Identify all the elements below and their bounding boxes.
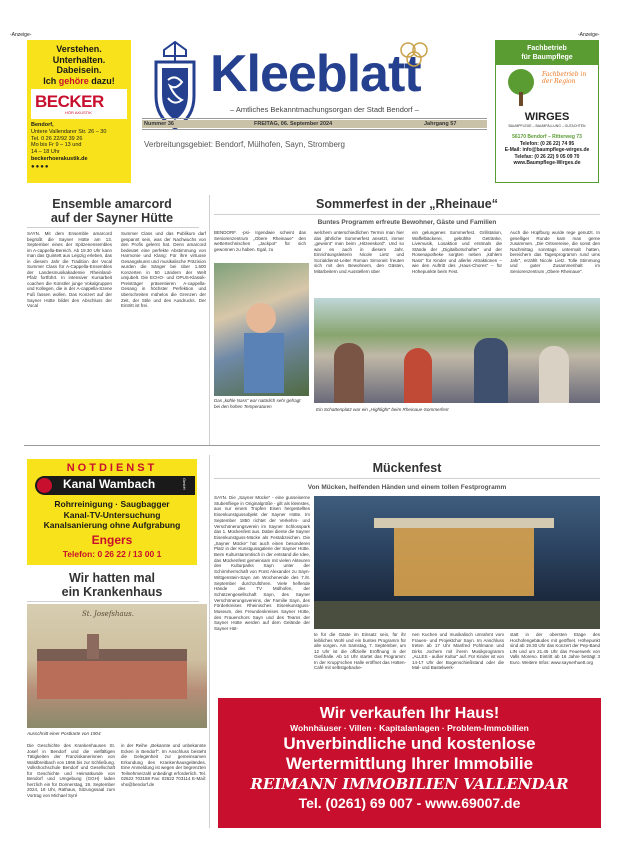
mueckenfest-subtitle: Von Mücken, helfenden Händen und einem tollen Festprogramm bbox=[307, 484, 507, 491]
kanal-wambach-banner: Kanal Wambach GmbH bbox=[35, 476, 195, 495]
mueckenfest-col-2: te für die Gäste im Einsatz sein, für ihr leibliches Wohl und ein buntes Programm für alle sorgen. Am Samstag, 7. September, um 12 Uhr ist die offizielle Eröffnung in der Gießhalle. Ab 14 Uhr startet das Programm: In der Krupp'schen Halle eröffnet das Hütten-Café mit selbstgebacke- bbox=[314, 632, 406, 671]
notdienst-city: Engers bbox=[91, 533, 133, 547]
wirges-address: 56170 Bendorf – Ritterweg 73 bbox=[512, 134, 582, 140]
reimann-contact[interactable]: Tel. (0261) 69 007 - www.69007.de bbox=[298, 795, 521, 811]
becker-slogan-1: Verstehen. bbox=[56, 44, 102, 54]
notdienst-ad[interactable] bbox=[27, 459, 197, 565]
sommerfest-col-1: BENDORF. -psi- Irgendwie scheint das Seniorenzentrum „Obere Rheinaue“ den wettertechnischen „Jackpot“ für sich gewonnen zu haben. Egal, zu bbox=[214, 230, 306, 252]
photo-shade-crowd bbox=[314, 298, 600, 403]
notdienst-service-1: Rohrreinigung · Saugbagger bbox=[54, 499, 170, 509]
reimann-line-3: Unverbindliche und kostenlose bbox=[283, 734, 536, 753]
krankenhaus-caption: Ausschnitt einer Postkarte von 1904 bbox=[27, 731, 101, 736]
sommerfest-title: Sommerfest in der „Rheinaue“ bbox=[316, 197, 498, 211]
sommerfest-caption-2: Ein Schattenplatz war ein „Highlight“ beim Rheinaue-Sommerfest bbox=[316, 407, 449, 412]
becker-tel: Tel. 0 26 22/92 39 26 bbox=[31, 135, 83, 142]
masthead-subtitle: – Amtliches Bekanntmachungsorgan der Stadt Bendorf – bbox=[230, 105, 419, 114]
masthead-title: Kleeblatt bbox=[210, 45, 421, 103]
sommerfest-caption-1: Das „kühle Nass“ war natürlich sehr gefragt bei den hohen Temperaturen bbox=[214, 398, 301, 409]
notdienst-heading: NOTDIENST bbox=[66, 462, 158, 474]
amarcord-col-1: SAYN. Mit dem Ensemble amarcord begrüßt die Sayner Hütte am 13. September eines der Spitzenensembles im A-cappella-Bereich. Ab 19.30 Uhr kann man das Quintett aus Leipzig erleben, das in diesem Jahr die Tradition der Vocal Summer Class für A-Cappella-Ensembles der Landesmusikakademie Rheinland-Pfalz fortführt. In intensiver Kursarbeit coachen die Künstler junge Vokalgruppen und Kollegen, die in der A-cappella-Szene Fuß fassen wollen. Das Konzert auf der Sayner Hütte bildet den Abschluss der Vocal bbox=[27, 231, 112, 309]
photo-sayner-huette bbox=[314, 496, 600, 629]
masthead bbox=[142, 40, 487, 138]
mueckenfest-col-4: statt in der obersten Etage des Hochofengebäudes mit geöffnet. Höhepunkt sind ab 19.30 Uhr das Konzert der Pep-Band LIN und um 21.45 Uhr das Feuerwerk von Valls Moreno. Eintritt ab 16 Jahre beträgt 3 Euro. Weitere Infos: www.saynerhuett.org bbox=[510, 632, 600, 665]
reimann-ad[interactable] bbox=[218, 698, 601, 828]
wirges-head-1: Fachbetrieb bbox=[527, 45, 567, 52]
sommerfest-col-3: ein gelungenes Sommerfest. Grillstation, Waffelbäckerei, gekühlte Getränke, Livemusik, Losaktion und erstmals die Stände der „Digitalbotschafter“ und der Rosenapotheke sorgten neben „kühlem Nass“ für Kinder und allerlei Attraktionen – wie den Auftritt des „Haus-Chores“ – für Höhepunkte beim Fest. bbox=[412, 230, 502, 274]
issue-bar: Nummer 36 FREITAG, 06. September 2024 Jahrgang 57 bbox=[142, 120, 487, 128]
becker-address-city: Bendorf, bbox=[31, 122, 54, 128]
reimann-line-4: Wertermittlung Ihrer Immobilie bbox=[285, 754, 534, 773]
postcard-image: St. Josefshaus. bbox=[27, 604, 207, 728]
distribution-area: Verbreitungsgebiet: Bendorf, Mülhofen, Sayn, Stromberg bbox=[144, 140, 346, 149]
krankenhaus-title: Wir hatten mal ein Krankenhaus bbox=[61, 571, 163, 599]
anzeige-label-left: -Anzeige- bbox=[10, 32, 32, 38]
mueckenfest-col-1: SAYN. Die „Sayner Mücke“ - eine gusseiserne Stubenfliege in Originalgröße - gilt als kleinstes, aus nur einem Tropfen Eisen hergestelltes Eisenkunstgussobjekt der Sayner Hütte. Im September 1850 richtet der Verkehrs- und Verschönerungsverein im Sayner Schlosspark das 1. Mückenfest aus. Dabei diente die Sayner Eisenkunstguss-Mücke als Festabzeichen. Die „Sayner Mücke“ hat auch einen besonderen Platz in der Kunstgussgalerie der Sayner Hütte. Beim Kulturstammtisch in der entstand die Idee, das Mückenfest gemeinsam mit vielen Akteuren des Kulturparks Sayn unter der Schirmherrschaft von Fürst Alexander zu Sayn-Wittgenstein-Sayn am Wochenende des 7./8. September durchzuführen. Viele helfende Hände des TV Mülhofen, der Schützengesellschaft Sayn, des Sayner Verschönerungsvereins, der Familie Sayn, des Förderkreises Rheinisches Eisenkunstguss-Museum, des Freundeskreises Sayner Hütte, des Frauenchors Sayn und des Teams der Sayner Hütte werden auf dem Gelände der Sayner Hüt- bbox=[214, 495, 310, 632]
clover-icon bbox=[396, 40, 432, 70]
notdienst-service-3: Kanalsanierung ohne Aufgrabung bbox=[43, 520, 181, 530]
wirges-tel: Telefon: (0 26 22) 74 95 bbox=[519, 140, 575, 147]
wirges-sub: BAUMPFLEGE – BAUMFÄLLUNG – GUTACHTEN bbox=[508, 124, 586, 128]
becker-hours-2: 14 – 18 Uhr bbox=[31, 149, 60, 156]
amarcord-col-2: Summer Class und das Publikum darf gespannt sein, was der Nachwuchs von den Profis gelernt hat. Denn amarcord bedeutet eine perfekte Abstimmung von Harmonie und Klang: Für ihre virtuose Gesangskunst und musikalische Präzision wurden die Sänger bei über 1.500 Konzerten in 50 Ländern der Welt umjubelt. Die ECHO- und OPUS-Klassik-Preisträger präsentieren A-cappella-Gesang in höchster Perfektion und überschreiten mühelos die Grenzen der Zeit, der Stile und des Ausdrucks. Der Eintritt ist frei. bbox=[121, 231, 206, 309]
anzeige-label-right: -Anzeige- bbox=[578, 32, 600, 38]
wirges-ad[interactable] bbox=[495, 40, 599, 183]
sommerfest-subtitle: Buntes Programm erfreute Bewohner, Gäste und Familien bbox=[317, 219, 497, 226]
notdienst-tel[interactable]: Telefon: 0 26 22 / 13 00 1 bbox=[62, 549, 162, 559]
sommerfest-col-4: Auch die Hüpfburg wurde rege genutzt. In geselliger Runde kam man gerne zusammen. „Die Ortsvereine, die sonst den Nachmittag sonntags untermalt hatten, bereichern das Tagesprogramm rund ums Jahr“, erzählt Nicole Lietz. Tolle Stimmung und guter Zusammenhalt im Seniorenzentrum „Obere Rheinaue“. bbox=[510, 230, 600, 274]
becker-ad[interactable] bbox=[27, 40, 131, 183]
becker-hours-1: Mo bis Fr 9 – 13 und bbox=[31, 142, 82, 149]
becker-slogan-2: Unterhalten. bbox=[52, 54, 106, 65]
wirges-name: WIRGES bbox=[524, 111, 570, 123]
reimann-line-2: Wohnhäuser · Villen · Kapitalanlagen · Problem-Immobilien bbox=[290, 723, 529, 733]
wirges-head-2: für Baumpflege bbox=[521, 54, 573, 61]
mueckenfest-title: Mückenfest bbox=[372, 461, 442, 475]
wirges-script: Fachbetrieb in der Region bbox=[542, 71, 587, 85]
sommerfest-col-2: welchem unterschiedlichen Termin man hier das jährliche Sommerfest ansetzt, immer „gewinnt“ man beim „Hitzeeskord“. Und so war es auch in diesem Jahr. Einrichtungsleiterin Nicole Lietz und Sozialdienst-Leiter Roman Simoneit freuten sich mit den Bewohnern, den Gästen, Mitarbeitern und Ausstellern über bbox=[314, 230, 404, 274]
becker-address-street: Untere Vallendarer Str. 26 – 30 bbox=[31, 128, 107, 135]
becker-slogan-3: Dabeisein. bbox=[56, 65, 102, 75]
amarcord-title: Ensemble amarcord auf der Sayner Hütte bbox=[50, 197, 174, 225]
wirges-fax: Telefax: (0 26 22) 9 05 09 70 bbox=[514, 153, 580, 160]
wirges-web[interactable]: www.Baumpflege-Wirges.de bbox=[513, 160, 581, 166]
wirges-email[interactable]: E-Mail: info@baumpflege-wirges.de bbox=[504, 147, 590, 153]
notdienst-service-2: Kanal-TV-Untersuchung bbox=[63, 509, 161, 520]
krankenhaus-col-2: in der Reihe „Bekannte und unbekannte Ecken in Bendorf“. Im Anschluss besteht die Gelegenheit zur gemeinsamen Erkundung des Krankenhausgeländes. Eine Anmeldung ist wegen der begrenzten Teilnehmerzahl unbedingt erforderlich. Tel. 02622 703158 Fax: 02622 703114 E-Mail: vhs@bendorf.de bbox=[121, 743, 206, 787]
mueckenfest-col-3: nen Kuchen und musikalisch umrahmt vom Frauen- und Projektchor Sayn. Im Anschluss treten ab 17 Uhr Manfred Pohlmann und Dirks Jochem mit ihrem Musikprogramm „ALLES - außer Kultur“ auf. Für Kinder ist von 14-17 Uhr der Bogenschießstand oder die Mal- und Bastelwerk- bbox=[412, 632, 504, 671]
reimann-company: REIMANN IMMOBILIEN VALLENDAR bbox=[250, 775, 569, 793]
reimann-line-1: Wir verkaufen Ihr Haus! bbox=[319, 705, 500, 722]
tree-icon bbox=[502, 67, 540, 109]
becker-logo: BECKER HÖR AKUSTIK bbox=[31, 89, 127, 119]
social-icons[interactable]: ●●●● bbox=[31, 163, 50, 170]
becker-slogan-4: Ich gehöre dazu! bbox=[43, 75, 115, 86]
photo-children bbox=[214, 263, 309, 396]
becker-web[interactable]: beckerhoerakustik.de bbox=[31, 155, 88, 162]
krankenhaus-col-1: Die Geschichte des Krankenhauses St. Josef in Bendorf und die vielfältigen Tätigkeiten der Franziskanerinnen von Waldbreitbach von 1866 bis zur Schließung. Volkshochschule Bendorf und Gesellschaft für Geschichte und Heimatkunde von Bendorf und Umgebung (GGH) laden herzlich ein für Donnerstag, 19. September 2024, 18 Uhr, Rathaus, Sitzungssaal zum Vortrag von Michael Syré bbox=[27, 743, 115, 798]
